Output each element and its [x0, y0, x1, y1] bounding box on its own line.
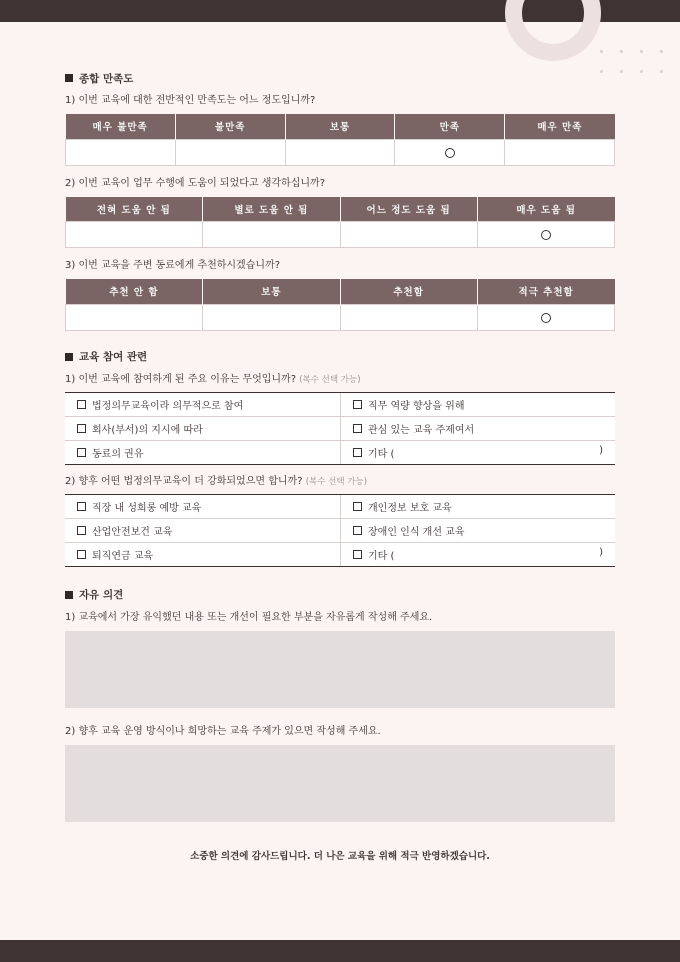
scale-header: 전혀 도움 안 됨 [66, 197, 203, 222]
multi-select-note: (복수 선택 가능) [299, 374, 361, 385]
selected-circle-icon [541, 230, 551, 240]
question-overall-satisfaction: 1) 이번 교육에 대한 전반적인 만족도는 어느 정도입니까? [65, 95, 316, 106]
checklist-row [65, 393, 615, 417]
checkbox-option-etc[interactable] [340, 441, 615, 464]
scale-header: 불만족 [175, 114, 285, 139]
square-bullet-icon [65, 591, 73, 599]
bottom-bar [0, 940, 680, 962]
question-free-opinion-2: 2) 향후 교육 운영 방식이나 희망하는 교육 주제가 있으면 작성해 주세요. [65, 725, 381, 737]
scale-cell[interactable] [66, 222, 203, 248]
checkbox-option[interactable]: 산업안전보건 교육 [65, 519, 340, 542]
checkbox-icon[interactable] [77, 526, 86, 535]
checkbox-option[interactable]: 회사(부서)의 지시에 따라 [65, 417, 340, 440]
scale-header: 만족 [395, 114, 505, 139]
thanks-message: 소중한 의견에 감사드립니다. 더 나은 교육을 위해 적극 반영하겠습니다. [190, 851, 490, 862]
scale-header: 추천함 [340, 279, 477, 304]
section-title-participation: 교육 참여 관련 [65, 349, 615, 365]
question-participation-reason: 1) 이번 교육에 참여하게 된 주요 이유는 무엇입니까? (복수 선택 가능) [65, 373, 361, 385]
checkbox-icon[interactable] [353, 448, 362, 457]
checklist-row [65, 543, 615, 567]
scale-header: 보통 [285, 114, 395, 139]
checklist-row [65, 495, 615, 519]
checklist-row [65, 519, 615, 543]
question-future-training: 2) 향후 어떤 법정의무교육이 더 강화되었으면 합니까? (복수 선택 가능) [65, 475, 368, 487]
scale-header: 어느 정도 도움 됨 [340, 197, 477, 222]
decorative-ring [505, 0, 601, 61]
scale-cell[interactable] [66, 304, 203, 330]
scale-cell-selected[interactable] [395, 139, 505, 165]
scale-cell-selected[interactable] [477, 222, 614, 248]
checklist-participation-reason [65, 392, 615, 465]
scale-table-satisfaction [65, 114, 615, 166]
free-answer-box-2[interactable] [65, 745, 615, 822]
scale-header: 매우 만족 [505, 114, 615, 139]
scale-header: 추천 안 함 [66, 279, 203, 304]
scale-cell[interactable] [175, 139, 285, 165]
checklist-row [65, 417, 615, 441]
checkbox-icon[interactable] [353, 502, 362, 511]
checkbox-icon[interactable] [353, 550, 362, 559]
scale-cell[interactable] [203, 222, 340, 248]
scale-header: 매우 도움 됨 [477, 197, 614, 222]
scale-cell[interactable] [203, 304, 340, 330]
scale-cell-selected[interactable] [477, 304, 614, 330]
checkbox-icon[interactable] [77, 400, 86, 409]
scale-header: 보통 [203, 279, 340, 304]
checkbox-icon[interactable] [353, 400, 362, 409]
checkbox-icon[interactable] [353, 526, 362, 535]
scale-header: 매우 불만족 [66, 114, 176, 139]
scale-header: 적극 추천함 [477, 279, 614, 304]
square-bullet-icon [65, 74, 73, 82]
scale-table-recommend [65, 279, 615, 331]
question-free-opinion-1: 1) 교육에서 가장 유익했던 내용 또는 개선이 필요한 부분을 자유롭게 작성해 주세요. [65, 611, 433, 623]
scale-header: 별로 도움 안 됨 [203, 197, 340, 222]
checkbox-option-etc[interactable] [340, 543, 615, 566]
checkbox-option[interactable]: 퇴직연금 교육 [65, 543, 340, 566]
checkbox-option[interactable]: 개인정보 보호 교육 [340, 495, 615, 518]
checkbox-icon[interactable] [77, 502, 86, 511]
checkbox-icon[interactable] [77, 424, 86, 433]
checkbox-option[interactable]: 장애인 인식 개선 교육 [340, 519, 615, 542]
etc-line: 기타 ( ) [368, 546, 603, 562]
free-answer-box-1[interactable] [65, 631, 615, 708]
question-job-helpfulness: 2) 이번 교육이 업무 수행에 도움이 되었다고 생각하십니까? [65, 177, 326, 189]
question-recommend: 3) 이번 교육을 주변 동료에게 추천하시겠습니까? [65, 260, 281, 271]
etc-line: 기타 ( ) [368, 444, 603, 460]
scale-table-helpfulness [65, 197, 615, 249]
section-title-free-opinion: 자유 의견 [65, 587, 615, 603]
multi-select-note: (복수 선택 가능) [305, 476, 368, 487]
checklist-row [65, 441, 615, 465]
checkbox-icon[interactable] [77, 550, 86, 559]
checkbox-icon[interactable] [77, 448, 86, 457]
checkbox-option[interactable]: 법정의무교육이라 의무적으로 참여 [65, 393, 340, 416]
selected-circle-icon [445, 148, 455, 158]
scale-cell[interactable] [285, 139, 395, 165]
survey-content [65, 70, 615, 822]
selected-circle-icon [541, 313, 551, 323]
checklist-future-training [65, 494, 615, 567]
checkbox-icon[interactable] [353, 424, 362, 433]
checkbox-option[interactable]: 관심 있는 교육 주제여서 [340, 417, 615, 440]
square-bullet-icon [65, 353, 73, 361]
checkbox-option[interactable]: 직장 내 성희롱 예방 교육 [65, 495, 340, 518]
scale-cell[interactable] [505, 139, 615, 165]
scale-cell[interactable] [340, 304, 477, 330]
checkbox-option[interactable]: 직무 역량 향상을 위해 [340, 393, 615, 416]
section-title-satisfaction: 종합 만족도 [65, 70, 615, 86]
checkbox-option[interactable]: 동료의 권유 [65, 441, 340, 464]
scale-cell[interactable] [340, 222, 477, 248]
scale-cell[interactable] [66, 139, 176, 165]
